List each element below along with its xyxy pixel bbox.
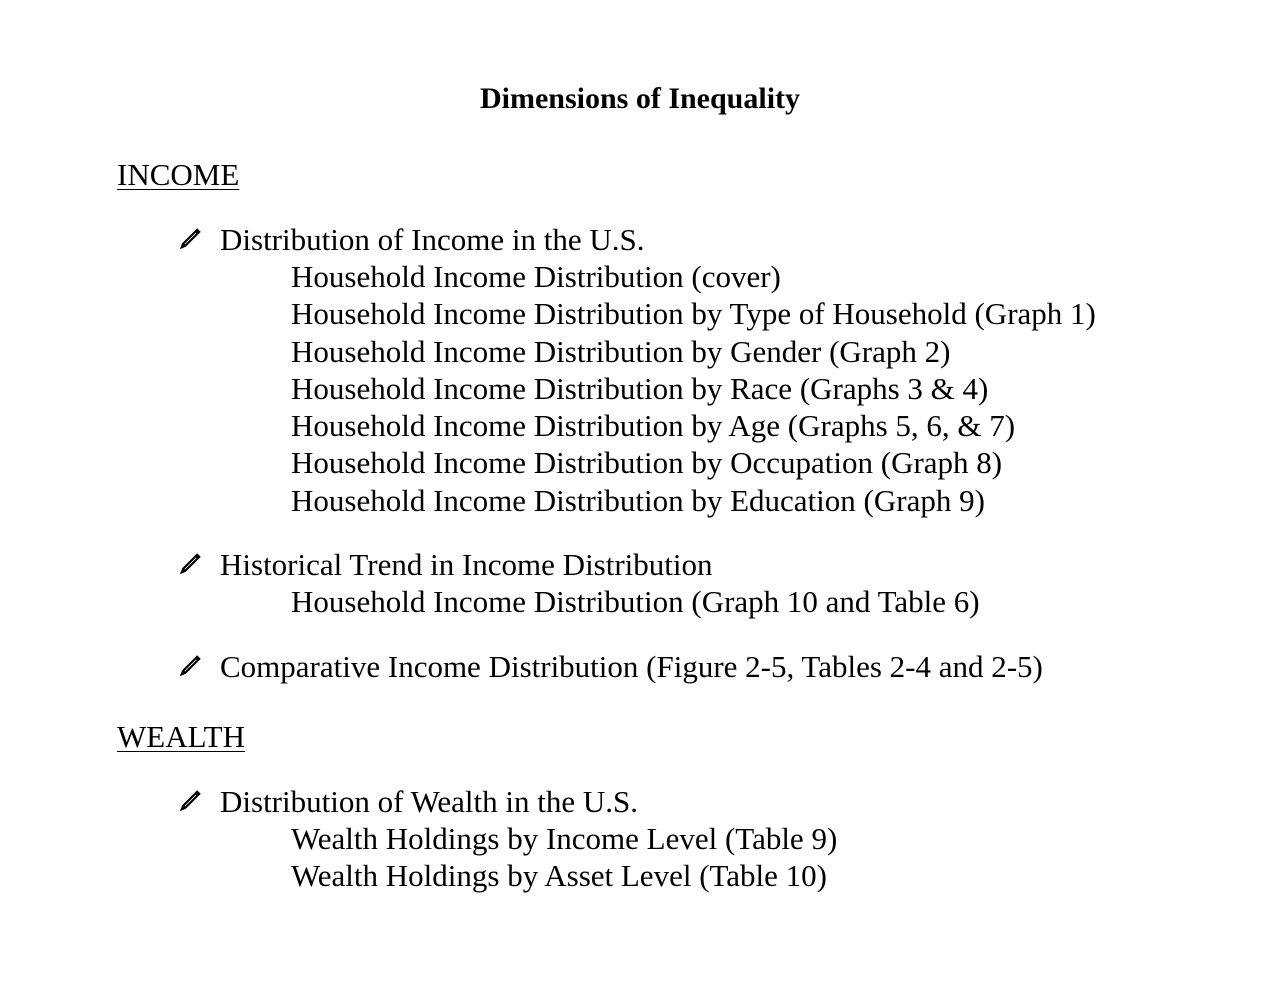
list-item: Household Income Distribution by Age (Graphs 5, 6, & 7) [291,408,1016,444]
bullet-label: Comparative Income Distribution (Figure 2-5, Tables 2-4 and 2-5) [220,649,1043,684]
bullet-line [174,783,837,820]
pencil-icon [174,225,204,255]
list-item: Household Income Distribution by Education (Graph 9) [291,482,985,518]
wealth-heading: WEALTH [117,719,245,754]
page-title: Dimensions of Inequality [479,82,801,115]
income-heading: INCOME [117,157,240,192]
list-item: Household Income Distribution (Graph 10 and Table 6) [291,584,980,619]
list-item: Wealth Holdings by Asset Level (Table 10) [291,858,827,894]
list-item: Wealth Holdings by Income Level (Table 9) [291,821,838,856]
list-item: Household Income Distribution by Type of Household (Graph 1) [291,296,1096,332]
bullet-label: Distribution of Income in the U.S. [220,222,645,257]
bullet-label: Historical Trend in Income Distribution [220,547,713,582]
pencil-icon [174,652,204,682]
income-bullet-comparative [174,648,1043,685]
bullet-line [174,221,1096,258]
bullet-line [174,546,980,583]
list-item: Household Income Distribution by Race (Graphs 3 & 4) [291,370,989,406]
list-item: Household Income Distribution by Occupation (Graph 8) [291,445,1003,481]
bullet-label: Distribution of Wealth in the U.S. [220,784,638,819]
income-bullet-historical [174,546,980,620]
income-bullet-distribution [174,221,1096,519]
list-item: Household Income Distribution (cover) [291,259,781,294]
pencil-icon [174,550,204,580]
pencil-icon [174,787,204,817]
bullet-line [174,648,1043,685]
list-item: Household Income Distribution by Gender (Graph 2) [291,333,951,369]
wealth-bullet-distribution [174,783,837,895]
